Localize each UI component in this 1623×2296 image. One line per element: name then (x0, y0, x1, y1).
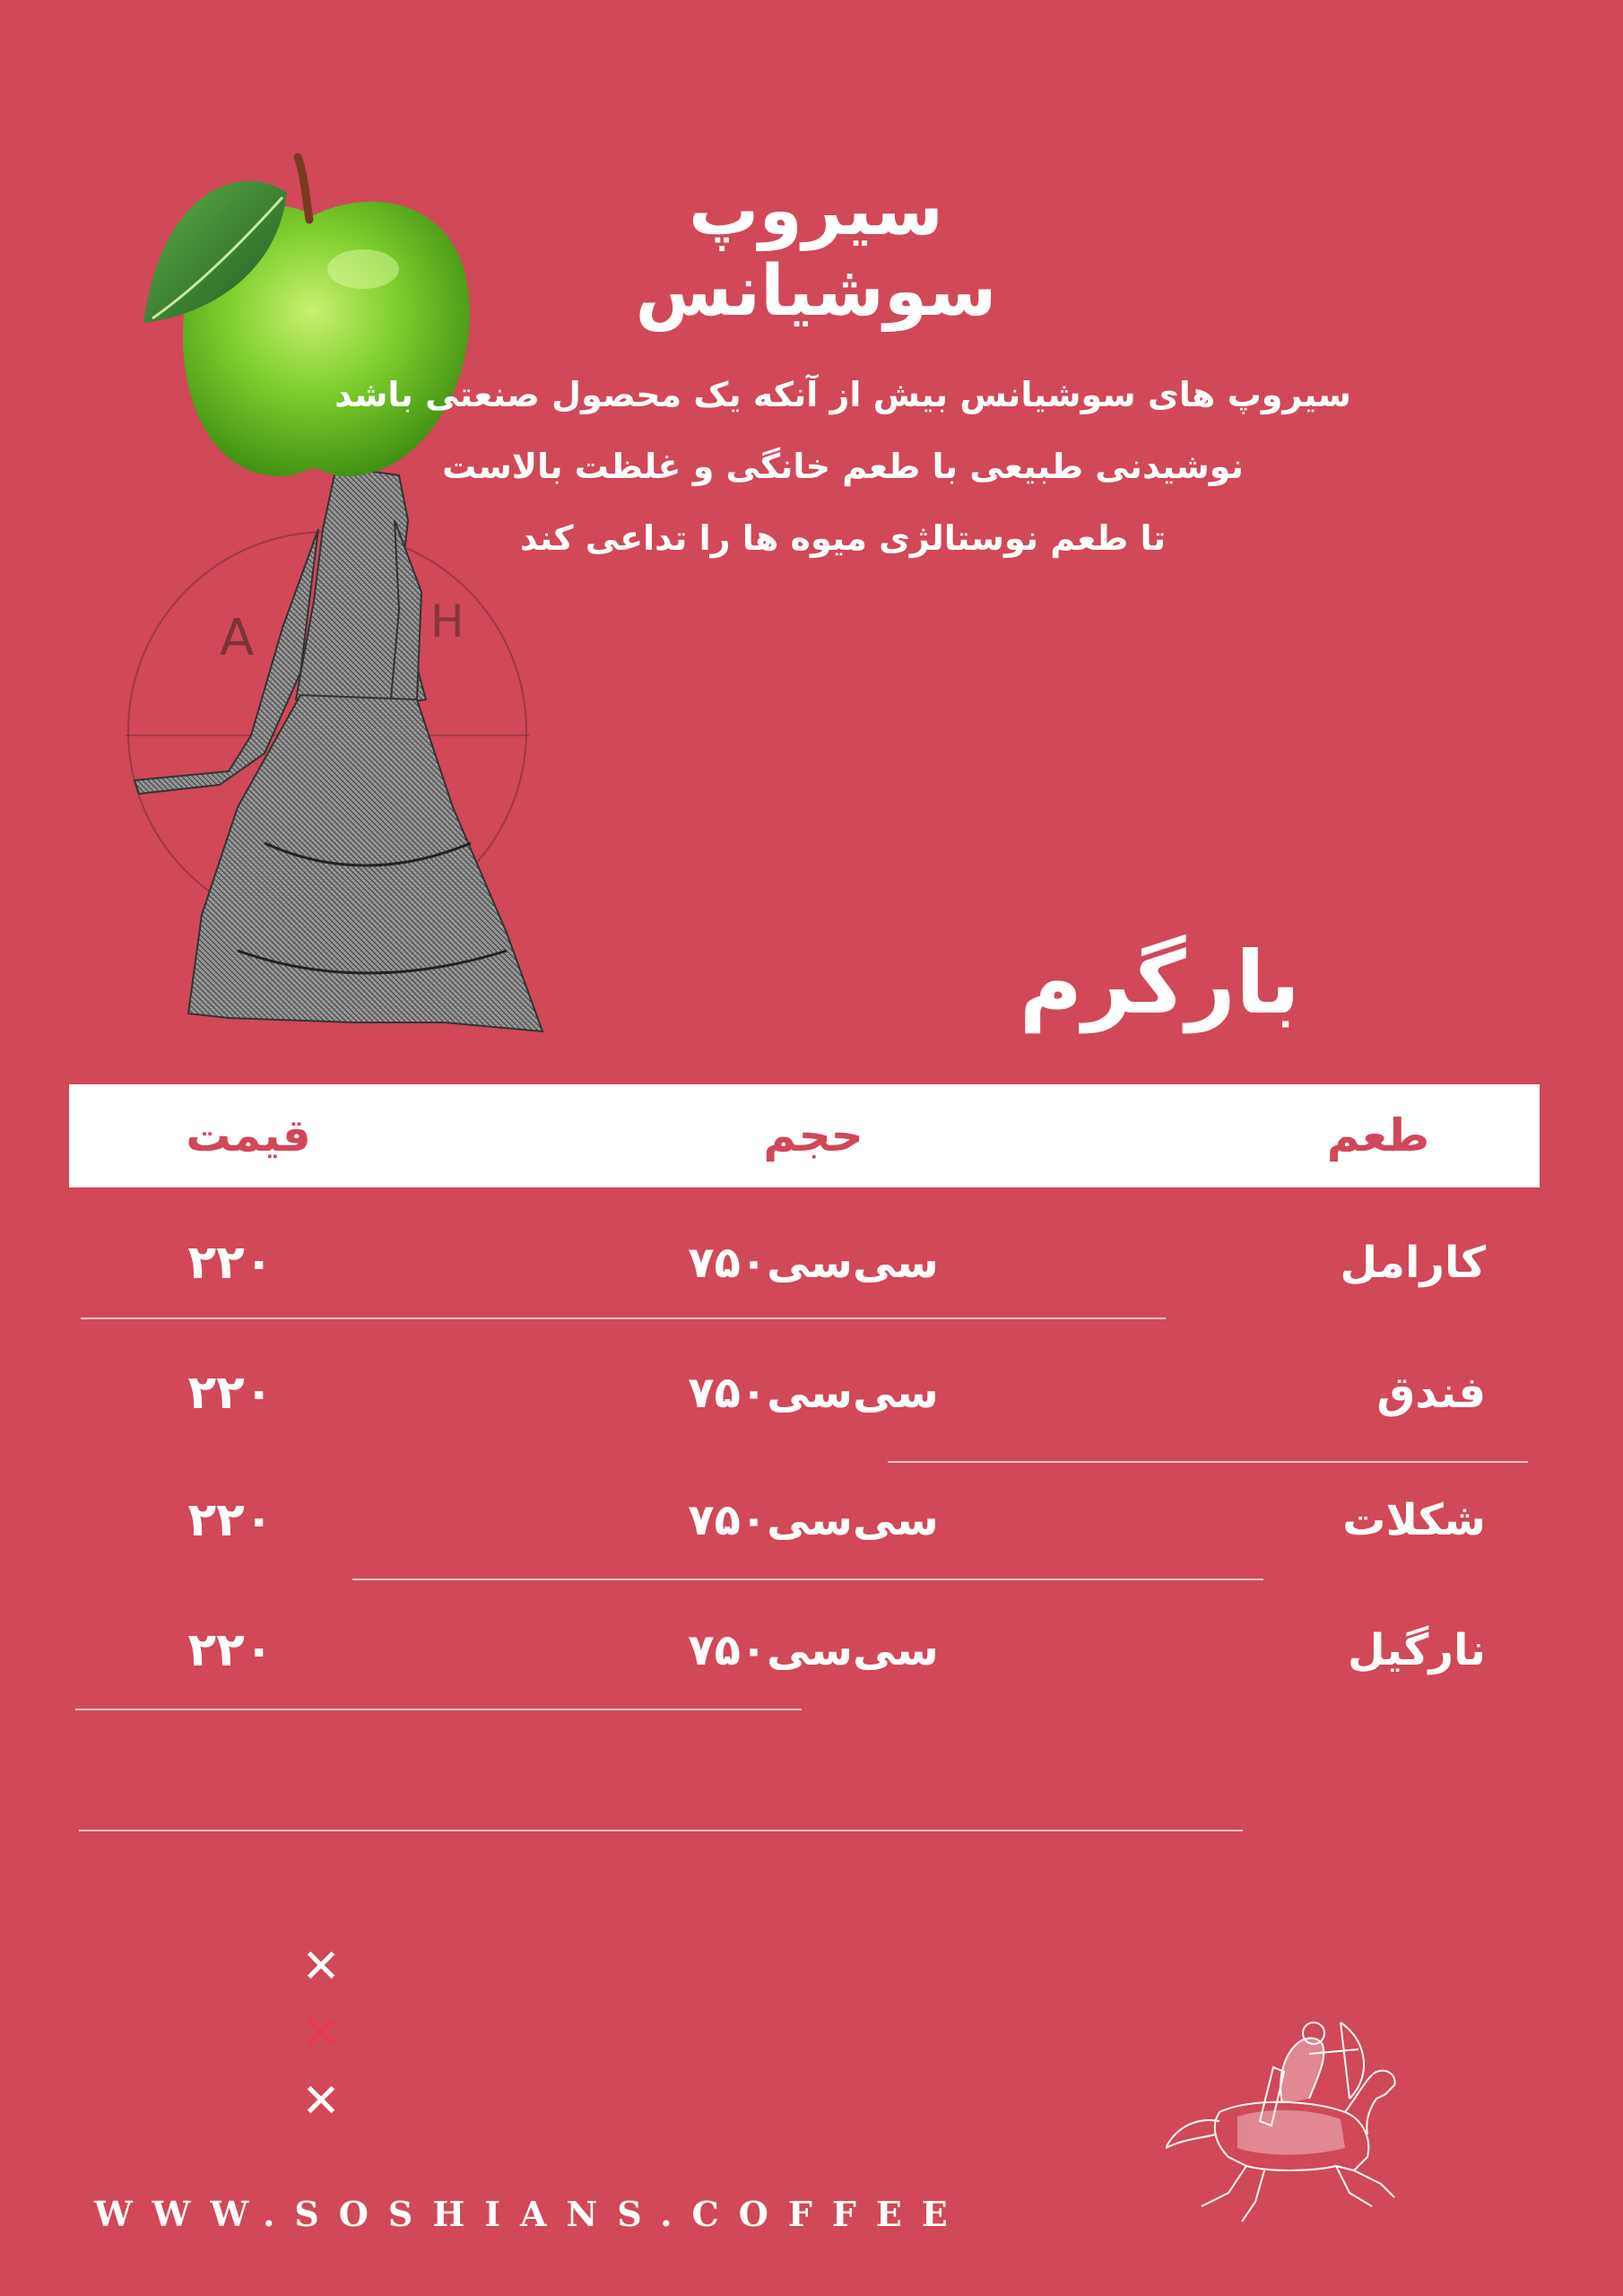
table-row (69, 1348, 1540, 1438)
table-header (69, 1084, 1540, 1187)
x-mark-icon: ✕ (301, 1940, 341, 1994)
bottom-divider (79, 1830, 1243, 1831)
row-volume: ۷۵۰سی‌سی (688, 1495, 939, 1545)
header-volume: حجم (763, 1109, 864, 1161)
page-title: سیروپ سوشیانس (635, 170, 997, 332)
row-volume: ۷۵۰سی‌سی (688, 1625, 939, 1675)
intro-line-1: سیروپ های سوشیانس بیش از آنکه یک محصول صنعتی باشد (334, 375, 1351, 414)
intro-line-3: تا طعم نوستالژی میوه ها را تداعی کند (519, 518, 1167, 558)
row-price: ۲۲۰ (187, 1366, 273, 1420)
section-title: بارگرم (1019, 933, 1300, 1033)
header-price: قیمت (186, 1109, 311, 1161)
svg-text:H: H (430, 596, 464, 648)
intro-line-2: نوشیدنی طبیعی با طعم خانگی و غلظت بالاست (442, 447, 1244, 486)
x-mark-icon: ✕ (301, 2006, 341, 2060)
header-taste: طعم (1326, 1109, 1430, 1161)
row-volume: ۷۵۰سی‌سی (688, 1238, 939, 1288)
row-divider (352, 1578, 1263, 1580)
row-price: ۲۲۰ (187, 1623, 273, 1677)
table-row (69, 1218, 1540, 1308)
row-price: ۲۲۰ (187, 1493, 273, 1547)
row-taste: نارگیل (1347, 1625, 1486, 1675)
table-row (69, 1605, 1540, 1695)
row-divider (75, 1709, 802, 1710)
row-taste: کارامل (1340, 1238, 1486, 1288)
row-taste: فندق (1376, 1368, 1486, 1418)
row-taste: شکلات (1342, 1495, 1486, 1545)
x-mark-icon: ✕ (301, 2074, 341, 2128)
archer-horseman-icon (1166, 2013, 1408, 2229)
intro-text (323, 359, 1363, 574)
website-url[interactable]: WWW.SOSHIANS.COFFEE (94, 2194, 968, 2234)
row-price: ۲۲۰ (187, 1236, 273, 1290)
row-volume: ۷۵۰سی‌سی (688, 1368, 939, 1418)
svg-text:A: A (220, 609, 255, 667)
row-divider (81, 1318, 1166, 1319)
table-row (69, 1475, 1540, 1565)
row-divider (888, 1461, 1528, 1463)
